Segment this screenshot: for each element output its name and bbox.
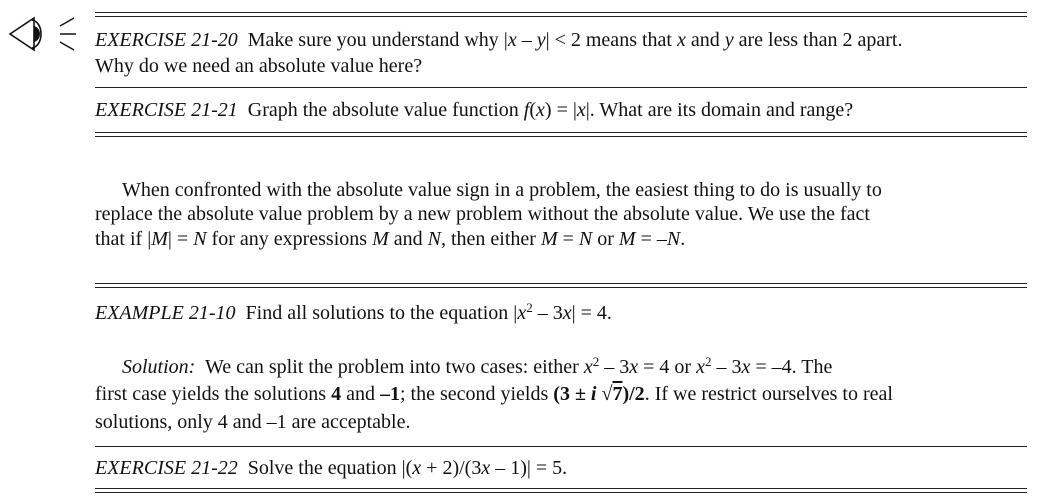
solution-line3: solutions, only 4 and –1 are acceptable. [95,411,411,433]
divider-rule [95,132,1027,133]
divider-rule [95,283,1027,284]
solution-line1: Solution: We can split the problem into two cases: either $x^2 - 3x = 4$ or $x^2 - 3x = -4$. The [122,354,833,378]
exercise-label: EXERCISE 21-20 [95,29,238,51]
example-21-10: EXAMPLE 21-10 Find all solutions to the equation $|x^2 - 3x| = 4$. [95,300,612,324]
paragraph-line2: replace the absolute value problem by a new problem without the absolute value. We use the fact [95,203,870,225]
exercise-21-20-line1: EXERCISE 21-20 Make sure you understand why |x – y| < 2 means that x and y are less than 2 apart. [95,29,903,51]
eye-icon [4,14,90,54]
paragraph-line3: that if |M| = N for any expressions M and N, then either M = N or M = –N. [95,228,686,250]
paragraph-line1: When confronted with the absolute value sign in a problem, the easiest thing to do is usually to [122,179,882,201]
exercise-21-22: EXERCISE 21-22 Solve the equation |(x + 2)/(3x – 1)| = 5. [95,457,568,479]
exercise-21-21: EXERCISE 21-21 Graph the absolute value function f(x) = |x|. What are its domain and range? [95,99,854,121]
solution-line2: first case yields the solutions 4 and –1; the second yields (3 ± i √7)/2. If we restrict ourselves to real [95,383,893,405]
top-rule [95,12,1027,13]
top-rule-2 [95,16,1027,17]
divider-rule [95,287,1027,288]
divider-rule [95,136,1027,137]
divider-rule [95,87,1027,88]
solution-label: Solution: [122,356,196,378]
bottom-rule [95,488,1027,489]
divider-rule [95,446,1027,447]
exercise-label: EXERCISE 21-22 [95,457,238,479]
exercise-label: EXERCISE 21-21 [95,99,238,121]
bottom-rule-2 [95,492,1027,493]
example-label: EXAMPLE 21-10 [95,302,236,324]
exercise-21-20-line2: Why do we need an absolute value here? [95,55,423,77]
